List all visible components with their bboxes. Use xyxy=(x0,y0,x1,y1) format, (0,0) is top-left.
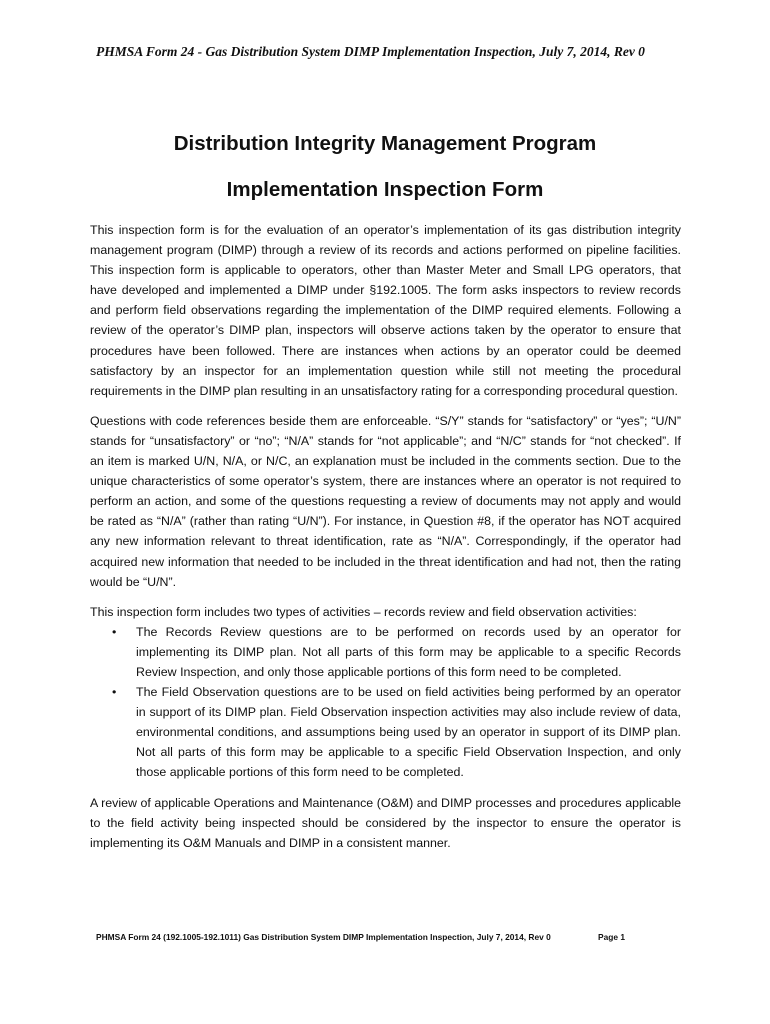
document-body xyxy=(90,220,681,863)
footer-form-reference: PHMSA Form 24 (192.1005-192.1011) Gas Distribution System DIMP Implementation Inspection, July 7, 2014, Rev 0 xyxy=(96,932,551,942)
om-review-paragraph: A review of applicable Operations and Maintenance (O&M) and DIMP processes and procedures applicable to the field activity being inspected should be considered by the inspector to ensure the operator is implementing its O&M Manuals and DIMP in a consistent manner. xyxy=(90,795,681,850)
list-item-text: The Records Review questions are to be performed on records used by an operator for implementing its DIMP plan. Not all parts of this form may be applicable to a specific Records Review Inspection, and only those applicable portions of this form need to be completed. xyxy=(136,624,681,679)
list-item-text: The Field Observation questions are to be used on field activities being performed by an operator in support of its DIMP plan. Field Observation inspection activities may also include review of data, environmental conditions, and assumptions being used by an operator in support of its DIMP plan. Not all parts of this form may be applicable to a specific Field Observation Inspection, and only those applicable portions of this form need to be completed. xyxy=(136,685,681,780)
bullet-icon: • xyxy=(112,624,117,639)
ratings-paragraph: Questions with code references beside them are enforceable. “S/Y” stands for “satisfactory” or “yes”; “U/N” stands for “unsatisfactory” or “no”; “N/A” stands for “not applicable”; and “N/C” stands for “not checked”. If an item is marked U/N, N/A, or N/C, an explanation must be included in the comments section. Due to the unique characteristics of some operator’s system, there are instances where an operator is not required to perform an action, and some of the questions requesting a review of documents may not apply and would be rated as “N/A” (rather than rating “U/N”). For instance, in Question #8, if the operator has NOT acquired any new information relevant to threat identification, rate as “N/A”. Correspondingly, if the operator had acquired new information that needed to be included in the threat identification and had not, then the rating would be “U/N”. xyxy=(90,413,681,589)
activities-list xyxy=(90,622,681,783)
activities-intro: This inspection form includes two types of activities – records review and field observation activities: xyxy=(90,604,637,619)
list-item xyxy=(90,682,681,782)
bullet-icon: • xyxy=(112,685,117,700)
page-number: Page 1 xyxy=(598,932,626,942)
running-header: PHMSA Form 24 - Gas Distribution System DIMP Implementation Inspection, July 7, 2014, Rev 0 xyxy=(96,44,645,59)
document-title: Distribution Integrity Management Program xyxy=(173,132,597,155)
page-footer xyxy=(96,932,626,942)
list-item xyxy=(90,622,681,682)
intro-paragraph: This inspection form is for the evaluation of an operator’s implementation of its gas distribution integrity management program (DIMP) through a review of its records and actions performed on pipeline facilities. This inspection form is applicable to operators, other than Master Meter and Small LPG operators, that have developed and implemented a DIMP under §192.1005. The form asks inspectors to review records and perform field observations regarding the implementation of the DIMP required elements. Following a review of the operator’s DIMP plan, inspectors will observe actions taken by the operator to ensure that procedures have been followed. There are instances when actions by an operator could be deemed satisfactory by an inspector for an implementation question while still not meeting the procedural requirements in the DIMP plan resulting in an unsatisfactory rating for a corresponding procedural question. xyxy=(90,223,681,398)
document-subtitle: Implementation Inspection Form xyxy=(226,178,544,201)
